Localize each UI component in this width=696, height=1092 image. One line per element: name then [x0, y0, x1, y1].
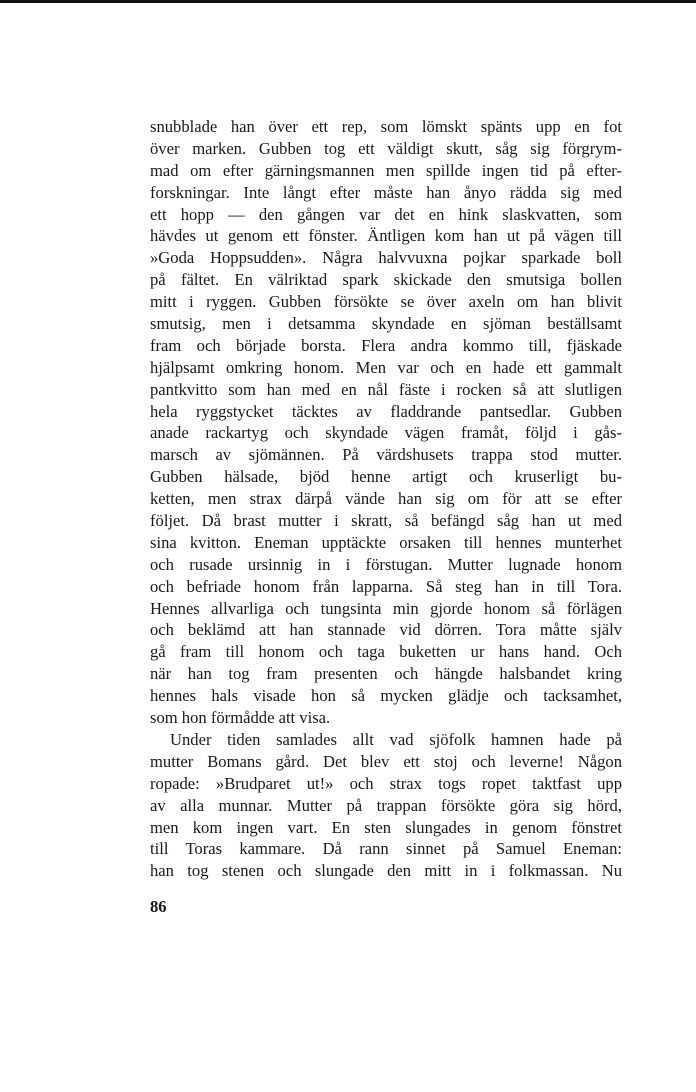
- text-line: hela ryggstycket täcktes av fladdrande pantsedlar. Gubben: [150, 401, 622, 421]
- text-line: smutsig, men i detsamma skyndade en sjöman beställsamt: [150, 314, 622, 334]
- text-line: Gubben hälsade, bjöd henne artigt och kruserligt bu-: [150, 467, 622, 487]
- text-line: han tog stenen och slungade den mitt in i folkmassan. Nu: [150, 861, 622, 881]
- paragraph-start-line: Under tiden samlades allt vad sjöfolk hamnen hade på: [170, 729, 622, 749]
- text-line: anade rackartyg och skyndade vägen framåt, följd i gås-: [150, 423, 622, 443]
- paragraph-end-line: som hon förmådde att visa.: [150, 708, 331, 728]
- text-line: ketten, men strax därpå vände han sig om för att se efter: [150, 489, 622, 509]
- text-line: och beklämd att han stannade vid dörren. Tora måtte själv: [150, 620, 622, 640]
- text-line: gå fram till honom och taga buketten ur hans hand. Och: [150, 642, 622, 662]
- page-number: 86: [150, 897, 167, 916]
- text-line: och befriade honom från lapparna. Så steg han in till Tora.: [150, 576, 622, 596]
- text-line: och rusade ursinnig in i förstugan. Mutter lugnade honom: [150, 554, 622, 574]
- text-line: sina kvitton. Eneman upptäckte orsaken till hennes munterhet: [150, 532, 622, 552]
- text-line: »Goda Hoppsudden». Några halvvuxna pojkar sparkade boll: [150, 248, 622, 268]
- text-line: marsch av sjömännen. På värdshusets trappa stod mutter.: [150, 445, 622, 465]
- text-line: mitt i ryggen. Gubben försökte se över axeln om han blivit: [150, 292, 622, 312]
- text-line: följet. Då brast mutter i skratt, så befängd såg han ut med: [150, 511, 622, 531]
- body-text: [150, 116, 622, 882]
- text-line: ett hopp — den gången var det en hink slaskvatten, som: [150, 204, 622, 224]
- text-line: pantkvitto som han med en nål fäste i rocken så att slutligen: [150, 379, 622, 399]
- text-line: av alla munnar. Mutter på trappan försökte göra sig hörd,: [150, 795, 622, 815]
- text-line: forskningar. Inte långt efter måste han ånyo rädda sig med: [150, 182, 622, 202]
- text-line: Hennes allvarliga och tungsinta min gjorde honom så förlägen: [150, 598, 622, 618]
- text-line: men kom ingen vart. En sten slungades in genom fönstret: [150, 817, 622, 837]
- text-line: mutter Bomans gård. Det blev ett stoj och leverne! Någon: [150, 751, 622, 771]
- text-line: till Toras kammare. Då rann sinnet på Samuel Eneman:: [150, 839, 622, 859]
- text-line: på fältet. En välriktad spark skickade den smutsiga bollen: [150, 270, 622, 290]
- top-border-rule: [0, 0, 696, 3]
- text-line: ropade: »Brudparet ut!» och strax togs ropet taktfast upp: [150, 773, 622, 793]
- text-line: när han tog fram presenten och hängde halsbandet kring: [150, 664, 622, 684]
- text-line: hjälpsamt omkring honom. Men var och en hade ett gammalt: [150, 357, 622, 377]
- text-line: mad om efter gärningsmannen men spillde ingen tid på efter-: [150, 160, 622, 180]
- text-line: fram och började borsta. Flera andra kommo till, fjäskade: [150, 335, 622, 355]
- text-line: hävdes ut genom ett fönster. Äntligen kom han ut på vägen till: [150, 226, 622, 246]
- text-line: snubblade han över ett rep, som lömskt spänts upp en fot: [150, 117, 622, 136]
- text-line: hennes hals visade hon så mycken glädje och tacksamhet,: [150, 686, 622, 706]
- text-line: över marken. Gubben tog ett väldigt skutt, såg sig förgrym-: [150, 138, 622, 158]
